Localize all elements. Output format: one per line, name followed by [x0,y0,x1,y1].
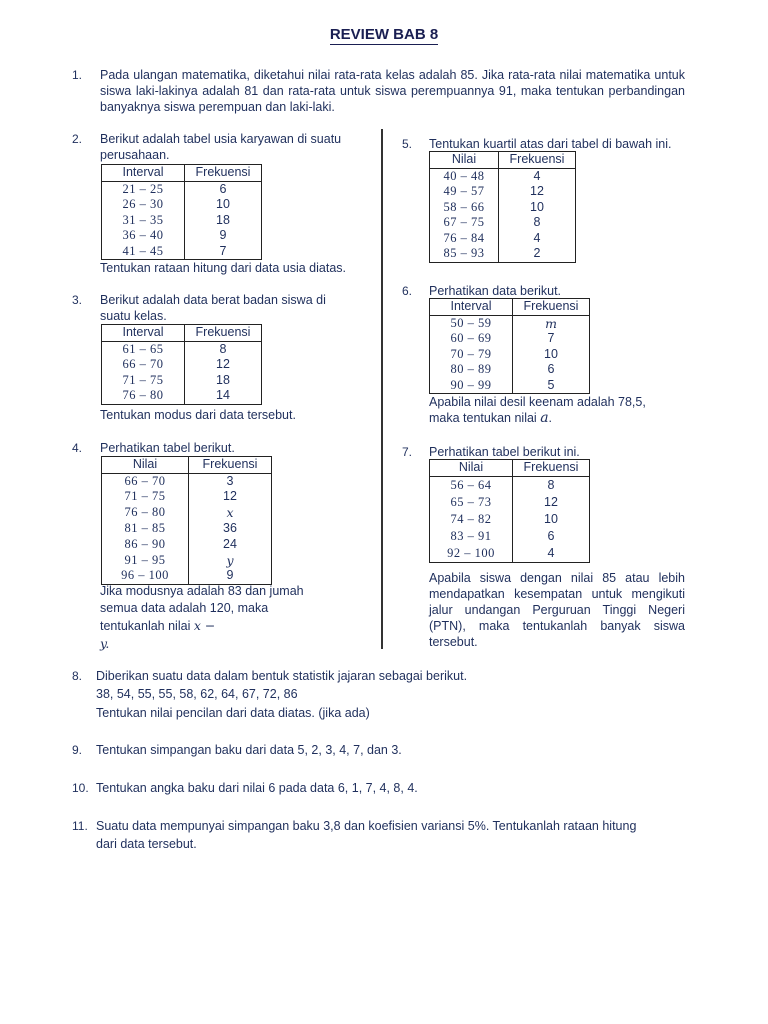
q3-header-class: Interval [102,325,185,342]
frequency-cell: 12 [499,184,576,200]
q4-header-frequency: Frekuensi [189,457,272,474]
frequency-cell: 10 [513,347,590,363]
q8-number: 8. [72,669,83,683]
class-cell: 58 – 66 [430,200,499,216]
q10-number: 10. [72,781,89,795]
frequency-cell: 7 [185,244,262,260]
table-row [102,197,262,213]
q4-table [101,456,272,585]
q7-header-frequency: Frekuensi [513,460,590,477]
q7-text: Perhatikan tabel berikut ini. [429,445,580,459]
class-cell: 83 – 91 [430,528,513,545]
table-row [102,244,262,260]
page-title: REVIEW BAB 8 [329,26,439,43]
q3-table [101,324,262,405]
class-cell: 31 – 35 [102,213,185,229]
frequency-cell: 8 [499,215,576,231]
frequency-cell: 12 [185,357,262,373]
class-cell: 76 – 84 [430,231,499,247]
table-row [102,505,272,521]
q3-header-frequency: Frekuensi [185,325,262,342]
column-divider [381,129,383,649]
class-cell: 67 – 75 [430,215,499,231]
table-row [430,168,576,184]
class-cell: 61 – 65 [102,341,185,357]
q9-number: 9. [72,743,83,757]
class-cell: 91 – 95 [102,552,189,568]
table-row [102,228,262,244]
class-cell: 80 – 89 [430,362,513,378]
frequency-cell: 10 [513,511,590,528]
frequency-cell: 14 [185,388,262,404]
q2-header-frequency: Frekuensi [185,165,262,182]
table-row [430,545,590,563]
class-cell: 90 – 99 [430,378,513,394]
frequency-cell: 18 [185,213,262,229]
table-row [102,537,272,553]
class-cell: 49 – 57 [430,184,499,200]
q6-variable-a: a [540,410,549,426]
frequency-cell: y [189,552,272,568]
q9-text: Tentukan simpangan baku dari data 5, 2, 3, 4, 7, dan 3. [96,743,402,757]
q2-text: Berikut adalah tabel usia karyawan di suatu perusahaan. [100,132,342,162]
frequency-cell: 24 [189,537,272,553]
class-cell: 21 – 25 [102,181,185,197]
class-cell: 86 – 90 [102,537,189,553]
class-cell: 50 – 59 [430,315,513,331]
frequency-cell: 8 [513,476,590,494]
class-cell: 66 – 70 [102,357,185,373]
q4-instruction-text: Jika modusnya adalah 83 dan jumah semua data adalah 120, maka tentukanlah nilai [100,584,304,633]
frequency-cell: 4 [499,231,576,247]
q6-table-header [430,299,590,316]
frequency-cell: 9 [189,568,272,584]
q3-instruction: Tentukan modus dari data tersebut. [100,408,296,422]
q6-instruction-line2 [429,410,685,426]
table-row [102,521,272,537]
q7-number: 7. [402,445,413,459]
frequency-cell: 7 [513,331,590,347]
frequency-cell: 6 [185,181,262,197]
frequency-cell: 10 [499,200,576,216]
frequency-cell: x [189,505,272,521]
q1-number: 1. [72,68,83,82]
q4-expression-x: x − [193,618,216,633]
table-row [430,528,590,545]
class-cell: 65 – 73 [430,494,513,511]
q7-instruction: Apabila siswa dengan nilai 85 atau lebih mendapatkan kesempatan untuk mengikuti jalur undangan Perguruan Tinggi Negeri (PTN), maka tentukanlah banyak siswa tersebut. [429,571,685,649]
frequency-cell: m [513,315,590,331]
q5-table-header [430,152,576,169]
table-row [430,184,576,200]
class-cell: 71 – 75 [102,373,185,389]
q5-text: Tentukan kuartil atas dari tabel di bawah ini. [429,137,672,151]
q8-line1: Diberikan suatu data dalam bentuk statistik jajaran sebagai berikut. [96,669,468,683]
class-cell: 74 – 82 [430,511,513,528]
table-row [430,378,590,394]
q5-number: 5. [402,137,413,151]
table-row [430,231,576,247]
frequency-cell: 10 [185,197,262,213]
class-cell: 71 – 75 [102,489,189,505]
q3-text: Berikut adalah data berat badan siswa di suatu kelas. [100,293,326,323]
q6-header-class: Interval [430,299,513,316]
q10-text: Tentukan angka baku dari nilai 6 pada data 6, 1, 7, 4, 8, 4. [96,781,418,795]
q5-header-frequency: Frekuensi [499,152,576,169]
frequency-cell: 4 [499,168,576,184]
q6-period: . [548,411,553,425]
frequency-cell: 2 [499,246,576,262]
q6-header-frequency: Frekuensi [513,299,590,316]
q6-text: Perhatikan data berikut. [429,284,562,298]
table-row [430,511,590,528]
table-row [102,552,272,568]
q6-table [429,298,590,394]
frequency-cell: 4 [513,545,590,563]
q5-header-class: Nilai [430,152,499,169]
table-row [102,357,262,373]
frequency-cell: 18 [185,373,262,389]
class-cell: 76 – 80 [102,388,185,404]
frequency-cell: 12 [513,494,590,511]
class-cell: 96 – 100 [102,568,189,584]
frequency-cell: 6 [513,362,590,378]
class-cell: 70 – 79 [430,347,513,363]
q2-table-header [102,165,262,182]
q11-line1: Suatu data mempunyai simpangan baku 3,8 dan koefisien variansi 5%. Tentukanlah rataan hitung [96,819,637,833]
class-cell: 66 – 70 [102,473,189,489]
q11-line2: dari data tersebut. [96,837,197,851]
frequency-cell: 9 [185,228,262,244]
class-cell: 76 – 80 [102,505,189,521]
table-row [430,476,590,494]
frequency-cell: 8 [185,341,262,357]
frequency-cell: 36 [189,521,272,537]
q8-data: 38, 54, 55, 55, 58, 62, 64, 67, 72, 86 [96,687,298,701]
q4-header-class: Nilai [102,457,189,474]
frequency-cell: 12 [189,489,272,505]
table-row [102,373,262,389]
table-row [430,200,576,216]
class-cell: 60 – 69 [430,331,513,347]
table-row [430,246,576,262]
q7-table-header [430,460,590,477]
q4-number: 4. [72,441,83,455]
q4-instruction [100,583,330,653]
q6-number: 6. [402,284,413,298]
q3-table-header [102,325,262,342]
class-cell: 36 – 40 [102,228,185,244]
table-row [102,213,262,229]
class-cell: 81 – 85 [102,521,189,537]
table-row [102,341,262,357]
q2-table [101,164,262,260]
table-row [430,331,590,347]
q3-number: 3. [72,293,83,307]
table-row [430,215,576,231]
q5-table [429,151,576,263]
q4-text: Perhatikan tabel berikut. [100,441,235,455]
table-row [430,347,590,363]
q1-text: Pada ulangan matematika, diketahui nilai rata-rata kelas adalah 85. Jika rata-rata nilai matematika untuk siswa laki-lakinya adalah 81 dan rata-rata untuk siswa perempuannya 91, maka tentukan perbandingan banyaknya siswa perempuan dan laki-laki. [100,68,685,114]
table-row [102,181,262,197]
q4-expression-y: y. [100,636,110,651]
class-cell: 40 – 48 [430,168,499,184]
q8-line3: Tentukan nilai pencilan dari data diatas. (jika ada) [96,706,370,720]
class-cell: 92 – 100 [430,545,513,563]
frequency-cell: 6 [513,528,590,545]
table-row [102,489,272,505]
frequency-cell: 5 [513,378,590,394]
class-cell: 85 – 93 [430,246,499,262]
table-row [102,473,272,489]
q11-number: 11. [72,819,88,833]
q2-number: 2. [72,132,83,146]
q4-table-header [102,457,272,474]
class-cell: 26 – 30 [102,197,185,213]
frequency-cell: 3 [189,473,272,489]
class-cell: 56 – 64 [430,476,513,494]
q7-header-class: Nilai [430,460,513,477]
table-row [430,362,590,378]
table-row [430,315,590,331]
table-row [102,388,262,404]
class-cell: 41 – 45 [102,244,185,260]
q6-instruction-text: maka tentukan nilai [429,411,537,425]
q7-table [429,459,590,563]
q6-instruction-line1: Apabila nilai desil keenam adalah 78,5, [429,395,646,409]
q2-instruction: Tentukan rataan hitung dari data usia diatas. [100,261,347,275]
q2-header-class: Interval [102,165,185,182]
table-row [430,494,590,511]
